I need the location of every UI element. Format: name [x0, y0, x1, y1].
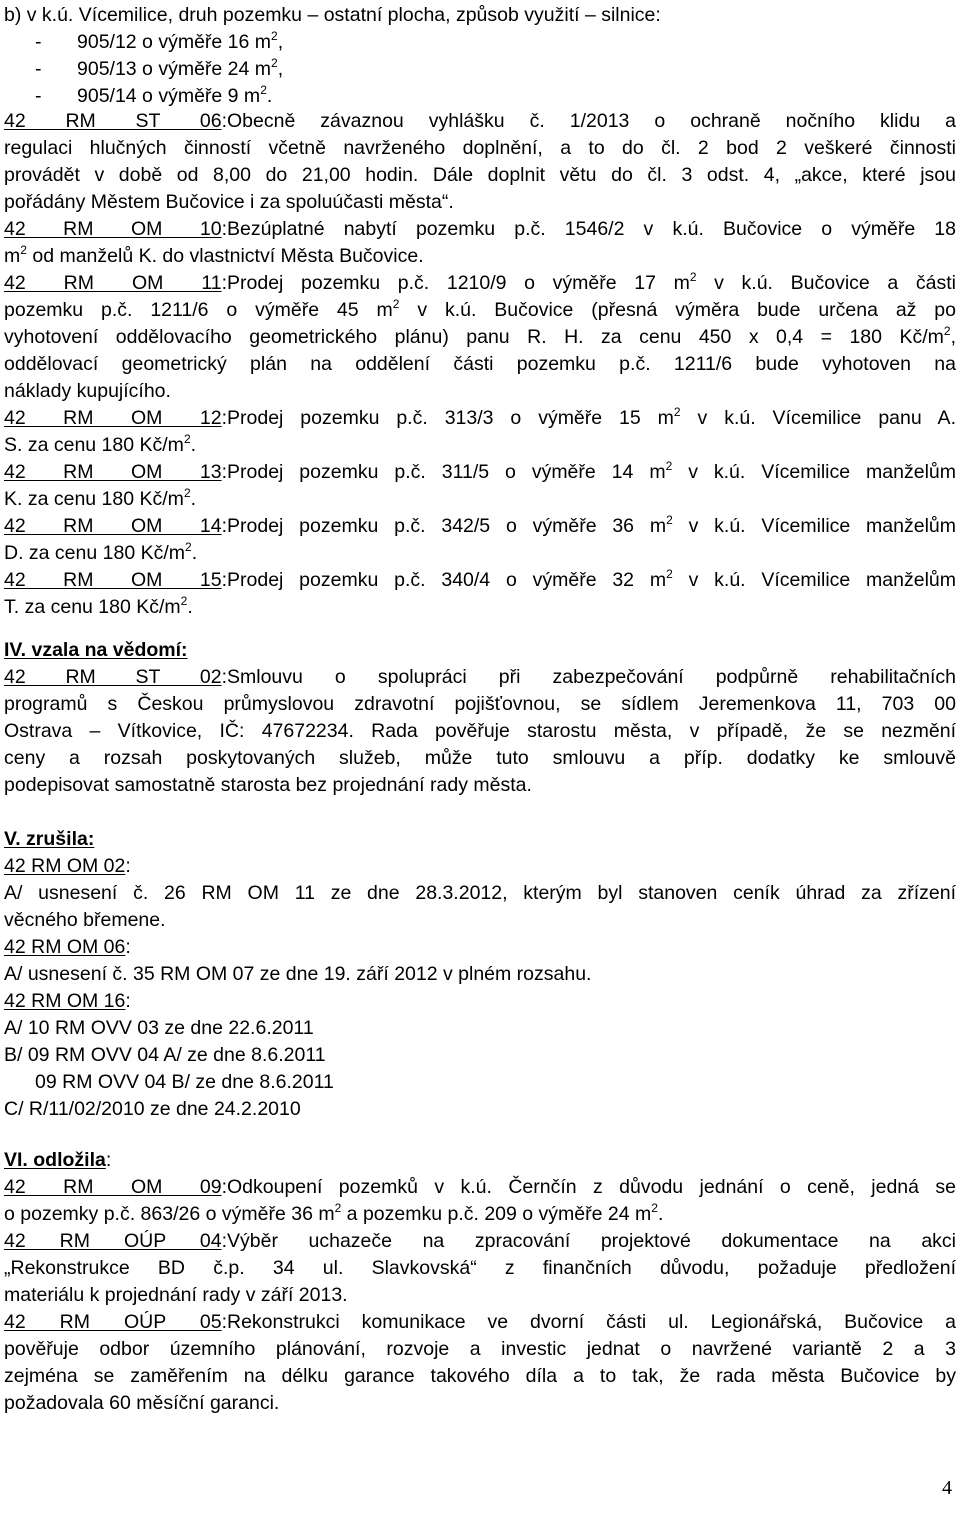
resolution-code: 42 RM OÚP 04: — [4, 1230, 227, 1252]
text-line: věcného břemene. — [4, 909, 166, 931]
page-number: 4 — [942, 1477, 952, 1499]
text-line: materiálu k projednání rady v září 2013. — [4, 1284, 348, 1306]
resolution-oup04: 42 RM OÚP 04:Výběr uchazeče na zpracování projektové dokumentace na akci — [4, 1228, 956, 1255]
list-item: - 905/14 o výměře 9 $m^2$. — [35, 83, 273, 107]
text-line: $m^2$ od manželů K. do vlastnictví Města Bučovice. — [4, 243, 424, 267]
resolution-om15: 42 RM OM 15:Prodej pozemku p.č. 340/4 o výměře 32 $m^2$ v k.ú. Vícemilice manželům — [4, 567, 956, 594]
resolution-om14: 42 RM OM 14:Prodej pozemku p.č. 342/5 o výměře 36 $m^2$ v k.ú. Vícemilice manželům — [4, 513, 956, 540]
resolution-om11: 42 RM OM 11:Prodej pozemku p.č. 1210/9 o výměře 17 $m^2$ v k.ú. Bučovice a části — [4, 270, 956, 297]
resolution-code: 42 RM OM 15: — [4, 569, 227, 591]
text-line: náklady kupujícího. — [4, 380, 171, 402]
resolution-code: 42 RM OM 13: — [4, 461, 227, 483]
text-line: B/ 09 RM OVV 04 A/ ze dne 8.6.2011 — [4, 1044, 326, 1066]
resolution-om09: 42 RM OM 09:Odkoupení pozemků v k.ú. Černčín z důvodu jednání o ceně, jedná se — [4, 1174, 956, 1201]
resolution-om02: 42 RM OM 02: — [4, 855, 131, 877]
list-item: - 905/13 o výměře 24 $m^2$, — [35, 56, 284, 80]
text-line: vyhotovení oddělovacího geometrického plánu) panu R. H. za cenu 450 x 0,4 = 180 $Kč/m^2$, — [4, 324, 956, 348]
text-line: pozemku p.č. 1211/6 o výměře 45 $m^2$ v k.ú. Bučovice (přesná výměra bude určena až po — [4, 297, 956, 321]
section-b-intro: b) v k.ú. Vícemilice, druh pozemku – ostatní plocha, způsob využití – silnice: — [4, 4, 661, 26]
text-line: S. za cenu 180 $Kč/m^2$. — [4, 432, 197, 456]
resolution-code: 42 RM OM 12: — [4, 407, 227, 429]
resolution-code: 42 RM ST 02: — [4, 666, 227, 688]
text-line: A/ 10 RM OVV 03 ze dne 22.6.2011 — [4, 1017, 314, 1039]
text-line: pořádány Městem Bučovice i za spoluúčasti města“. — [4, 191, 454, 213]
text-line: ceny a rozsah poskytovaných služeb, může tuto smlouvu a příp. dodatky ke smlouvě — [4, 747, 956, 769]
text-line: K. za cenu 180 $Kč/m^2$. — [4, 486, 197, 510]
text-line: A/ usnesení č. 35 RM OM 07 ze dne 19. září 2012 v plném rozsahu. — [4, 963, 592, 985]
resolution-code: 42 RM OM 11: — [4, 272, 227, 294]
resolution-om12: 42 RM OM 12:Prodej pozemku p.č. 313/3 o výměře 15 $m^2$ v k.ú. Vícemilice panu A. — [4, 405, 956, 432]
text-line: 09 RM OVV 04 B/ ze dne 8.6.2011 — [35, 1071, 334, 1093]
text-line: A/ usnesení č. 26 RM OM 11 ze dne 28.3.2012, kterým byl stanoven ceník úhrad za zřízení — [4, 882, 956, 904]
resolution-st06: 42 RM ST 06:Obecně závaznou vyhlášku č. 1/2013 o ochraně nočního klidu a — [4, 108, 956, 135]
resolution-code: 42 RM OM 09: — [4, 1176, 227, 1198]
section-iv-heading: IV. vzala na vědomí: — [4, 639, 188, 661]
section-vi-heading: VI. odložila: — [4, 1149, 112, 1171]
text-line: oddělovací geometrický plán na oddělení části pozemku p.č. 1211/6 bude vyhotoven na — [4, 353, 956, 375]
resolution-st02: 42 RM ST 02:Smlouvu o spolupráci při zabezpečování podpůrně rehabilitačních — [4, 664, 956, 691]
text-line: provádět v době od 8,00 do 21,00 hodin. Dále doplnit větu do čl. 3 odst. 4, „akce, které jsou — [4, 164, 956, 186]
text-line: regulaci hlučných činností včetně navrženého doplnění, a to do čl. 2 bod 2 veškeré činnosti — [4, 137, 956, 159]
text-line: požadovala 60 měsíční garanci. — [4, 1392, 280, 1414]
text-line: „Rekonstrukce BD č.p. 34 ul. Slavkovská“ z finančních důvodu, požaduje předložení — [4, 1257, 956, 1279]
resolution-om10: 42 RM OM 10:Bezúplatné nabytí pozemku p.č. 1546/2 v k.ú. Bučovice o výměře 18 — [4, 216, 956, 243]
text-line: podepisovat samostatně starosta bez projednání rady města. — [4, 774, 532, 796]
resolution-code: 42 RM OM 14: — [4, 515, 227, 537]
resolution-om13: 42 RM OM 13:Prodej pozemku p.č. 311/5 o výměře 14 $m^2$ v k.ú. Vícemilice manželům — [4, 459, 956, 486]
resolution-code: 42 RM ST 06: — [4, 110, 227, 132]
text-line: o pozemky p.č. 863/26 o výměře 36 $m^2$ a pozemku p.č. 209 o výměře 24 $m^2$. — [4, 1201, 664, 1225]
text-line: zejména se zaměřením na délku garance takového díla a to tak, že rada města Bučovice by — [4, 1365, 956, 1387]
text-line: T. za cenu 180 $Kč/m^2$. — [4, 594, 193, 618]
resolution-om16: 42 RM OM 16: — [4, 990, 131, 1012]
resolution-code: 42 RM OM 10: — [4, 218, 227, 240]
resolution-om06: 42 RM OM 06: — [4, 936, 131, 958]
text-line: programů s Českou průmyslovou zdravotní pojišťovnou, se sídlem Jeremenkova 11, 703 00 — [4, 693, 956, 715]
text-line: Ostrava – Vítkovice, IČ: 47672234. Rada pověřuje starostu města, v případě, že se nezmění — [4, 720, 956, 742]
resolution-code: 42 RM OÚP 05: — [4, 1311, 227, 1333]
resolution-oup05: 42 RM OÚP 05:Rekonstrukci komunikace ve dvorní části ul. Legionářská, Bučovice a — [4, 1309, 956, 1336]
section-v-heading: V. zrušila: — [4, 828, 95, 850]
text-line: C/ R/11/02/2010 ze dne 24.2.2010 — [4, 1098, 301, 1120]
text-line: D. za cenu 180 $Kč/m^2$. — [4, 540, 198, 564]
text-line: pověřuje odbor územního plánování, rozvoje a investic jednat o navržené variantě 2 a 3 — [4, 1338, 956, 1360]
list-item: - 905/12 o výměře 16 $m^2$, — [35, 29, 284, 53]
